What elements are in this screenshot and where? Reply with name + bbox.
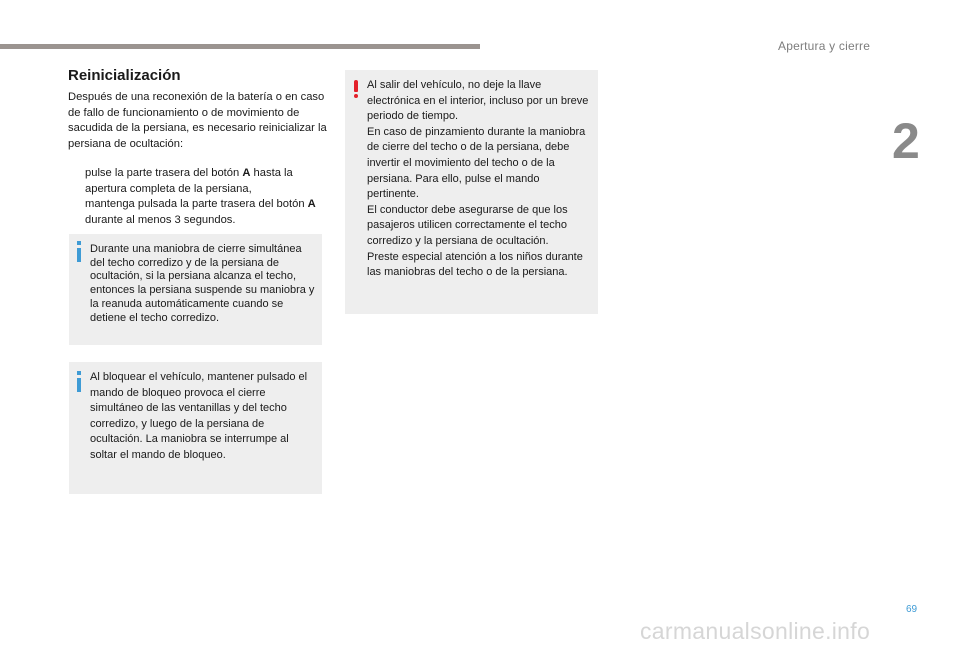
info-note-box [69, 234, 322, 345]
step-text-after: hasta la apertura completa de la persiana, [85, 167, 293, 195]
warning-paragraph: Al salir del vehículo, no deje la llave electrónica en el interior, incluso por un breve periodo de tiempo. [367, 79, 589, 123]
info-icon [77, 378, 81, 392]
note-text: Durante una maniobra de cierre simultánea del techo corredizo y de la persiana de ocultación, si la persiana alcanza el techo, entonces la persiana suspende su maniobra y la reanuda automáticamente cuando se detiene el techo corredizo. [90, 243, 315, 324]
warning-paragraph: En caso de pinzamiento durante la maniobra de cierre del techo o de la persiana, debe invertir el movimiento del techo o de la persiana. Para ello, pulse el mando pertinente. [367, 125, 586, 201]
warning-icon [353, 80, 359, 98]
warning-paragraph: Preste especial atención a los niños durante las maniobras del techo o de la persiana. [367, 250, 583, 279]
intro-paragraph: Después de una reconexión de la batería o en caso de fallo de funcionamiento o de movimiento de sacudida de la persiana, es necesario reinicializar la persiana de ocultación: [68, 91, 327, 150]
warning-note-box [345, 70, 598, 314]
note-text: Al bloquear el vehículo, mantener pulsado el mando de bloqueo provoca el cierre simultáneo de las ventanillas y del techo corredizo, y luego de la persiana de ocultación. La maniobra se interrumpe al soltar el mando de bloqueo. [90, 371, 308, 461]
chapter-number: 2 [892, 113, 920, 169]
section-title: Apertura y cierre [778, 39, 871, 53]
button-key-label: A [307, 198, 316, 211]
step-text-before: mantenga pulsada la parte trasera del botón [85, 198, 308, 211]
watermark: carmanualsonline.info [640, 618, 871, 644]
page-number: 69 [906, 604, 918, 615]
list-item [68, 166, 330, 197]
step-list [68, 166, 330, 228]
header-rule [0, 44, 480, 49]
info-icon [77, 248, 81, 262]
warning-paragraph: El conductor debe asegurarse de que los pasajeros utilicen correctamente el techo corredizo y la persiana de ocultación. [367, 203, 568, 247]
list-item [68, 197, 330, 228]
step-text-after: durante al menos 3 segundos. [85, 213, 236, 226]
info-note-box [69, 362, 322, 494]
warning-text [367, 78, 593, 281]
step-text-before: pulse la parte trasera del botón [85, 167, 243, 179]
section-heading: Reinicialización [68, 67, 181, 84]
button-key-label: A [242, 167, 251, 179]
